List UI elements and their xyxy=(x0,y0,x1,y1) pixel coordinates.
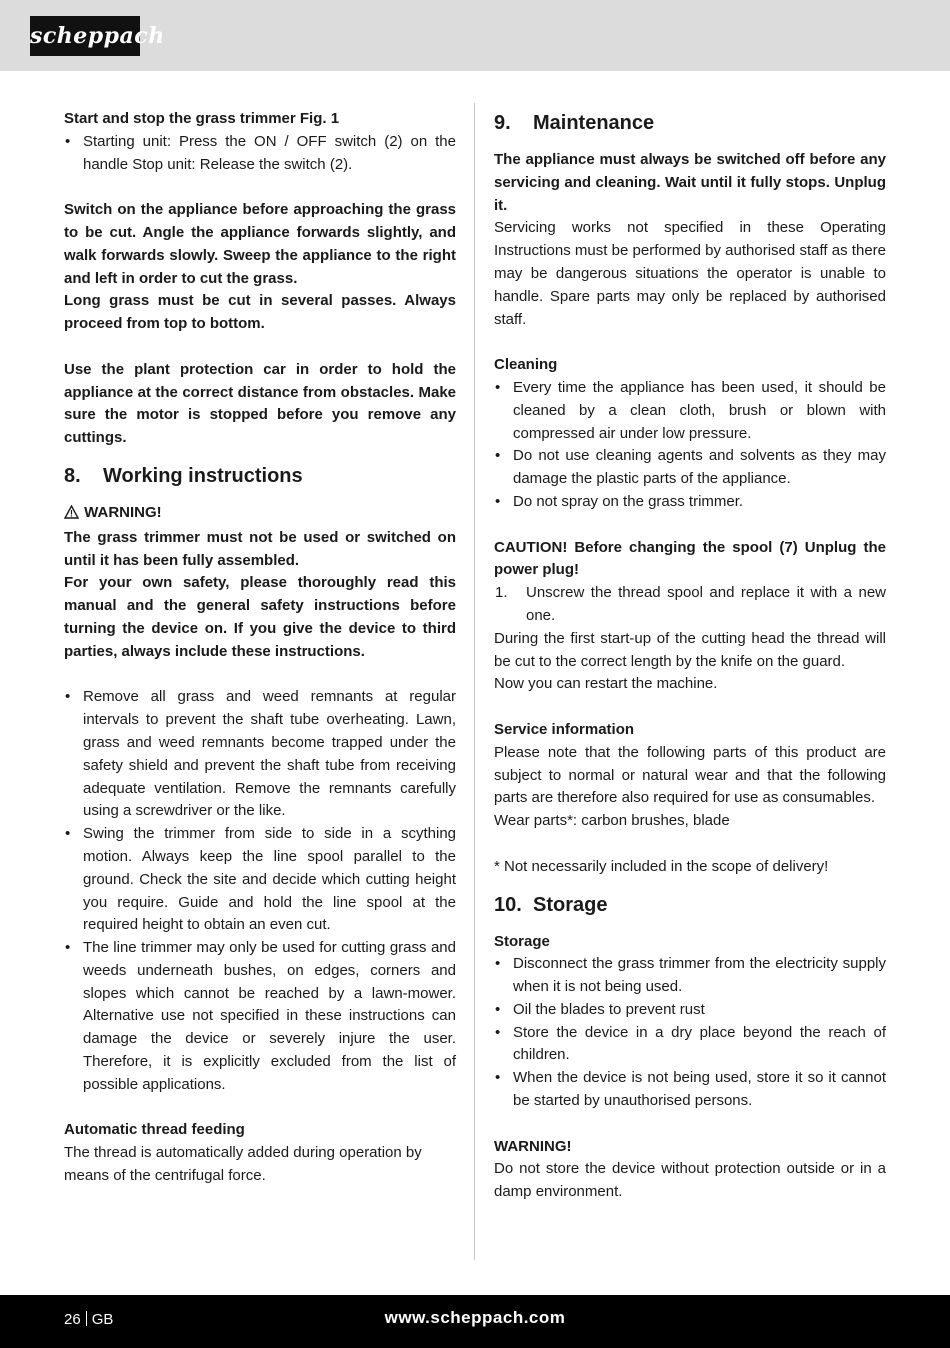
list-item: • Store the device in a dry place beyond the reach of children. xyxy=(494,1022,886,1068)
list-item: • Swing the trimmer from side to side in a scything motion. Always keep the line spool parallel to the ground. Check the site and decide which cutting height you require. Guide and hold the line spool at the required height to obtain an even cut. xyxy=(64,823,456,937)
list-item: • Disconnect the grass trimmer from the electricity supply when it is not being used. xyxy=(494,953,886,999)
section-10-heading xyxy=(494,890,886,920)
list-item: • The line trimmer may only be used for cutting grass and weeds underneath bushes, on edges, corners and slopes which cannot be reached by a lawn-mower. Alternative use not specified in these instructions can damage the device or severely injure the user. Therefore, it is explicitly excluded from the list of possible applications. xyxy=(64,937,456,1097)
maintenance-bold-text: The appliance must always be switched off before any servicing and cleaning. Wait until it fully stops. Unplug it. xyxy=(494,151,886,214)
section-title: Working instructions xyxy=(103,464,303,487)
page-footer xyxy=(0,1295,950,1348)
first-startup-text: During the first start-up of the cutting head the thread will be cut to the correct length by the knife on the guard. xyxy=(494,629,886,670)
column-divider xyxy=(474,103,475,1260)
section-8-heading xyxy=(64,461,456,491)
brand-logo: scheppach xyxy=(30,16,140,56)
footnote-text: * Not necessarily included in the scope of delivery! xyxy=(494,857,829,875)
step-number: 1. xyxy=(495,584,508,602)
wear-parts-text: Wear parts*: carbon brushes, blade xyxy=(494,812,730,830)
service-info-title: Service information xyxy=(494,720,635,738)
maintenance-text: Servicing works not specified in these Operating Instructions must be performed by authorised staff as there may be dangerous situations the operator is unable to handle. Spare parts may only be replaced by authorised staff. xyxy=(494,219,886,328)
auto-feed-title: Automatic thread feeding xyxy=(64,1121,245,1139)
page-header xyxy=(0,0,950,71)
storage-list xyxy=(494,953,886,1113)
list-item xyxy=(494,582,886,628)
list-item: • When the device is not being used, store it so it cannot be started by unauthorised persons. xyxy=(494,1067,886,1113)
work-instructions-list xyxy=(64,686,456,1096)
page-number-value: 26 xyxy=(64,1311,81,1328)
section-number: 8. xyxy=(64,464,81,487)
right-column xyxy=(494,108,886,1204)
section-title: Storage xyxy=(533,893,608,916)
section-title: Maintenance xyxy=(533,112,655,134)
section-9-heading xyxy=(494,108,886,138)
storage-warning-text: Do not store the device without protection outside or in a damp environment. xyxy=(494,1160,886,1201)
restart-text: Now you can restart the machine. xyxy=(494,675,718,693)
warning-heading xyxy=(64,502,456,527)
service-info-text: Please note that the following parts of this product are subject to normal or natural wear and that the following parts are therefore also required for use as consumables. xyxy=(494,743,886,807)
warning-label: WARNING! xyxy=(84,503,162,521)
list-item: • Do not use cleaning agents and solvents as they may damage the plastic parts of the appliance. xyxy=(494,445,886,491)
start-stop-list xyxy=(64,131,456,177)
cleaning-list xyxy=(494,377,886,514)
section-number: 10. xyxy=(494,893,522,916)
warning-text-1: The grass trimmer must not be used or switched on until it has been fully assembled. xyxy=(64,528,456,569)
cleaning-title: Cleaning xyxy=(494,356,558,374)
caution-text: CAUTION! Before changing the spool (7) Unplug the power plug! xyxy=(494,538,886,579)
long-grass-paragraph: Long grass must be cut in several passes. Always proceed from top to bottom. xyxy=(64,292,456,333)
warning-triangle-icon xyxy=(64,504,80,527)
plant-protection-paragraph: Use the plant protection car in order to hold the appliance at the correct distance from obstacles. Make sure the motor is stopped before you remove any cuttings. xyxy=(64,360,456,447)
storage-title: Storage xyxy=(494,932,550,950)
auto-feed-text: The thread is automatically added during operation by means of the centrifugal force. xyxy=(64,1144,422,1185)
left-column xyxy=(64,108,456,1188)
switch-on-paragraph: Switch on the appliance before approaching the grass to be cut. Angle the appliance forwards slightly, and walk forwards slowly. Sweep the appliance to the right and left in order to cut the grass. xyxy=(64,201,456,287)
list-item: • Starting unit: Press the ON / OFF switch (2) on the handle Stop unit: Release the switch (2). xyxy=(64,131,456,177)
website-link[interactable]: www.scheppach.com xyxy=(384,1308,566,1327)
section-number: 9. xyxy=(494,112,511,134)
language-code: GB xyxy=(91,1311,114,1328)
list-item: • Oil the blades to prevent rust xyxy=(494,999,886,1022)
list-item: • Remove all grass and weed remnants at regular intervals to prevent the shaft tube overheating. Lawn, grass and weed remnants become trapped under the safety shield and prevent the shaft tube from receiving adequate ventilation. Remove the remnants carefully using a screwdriver or the like. xyxy=(64,686,456,823)
start-stop-title: Start and stop the grass trimmer Fig. 1 xyxy=(64,110,340,127)
warning-text-2: For your own safety, please thoroughly read this manual and the general safety instructions before turning the device on. If you give the device to third parties, always include these instructions. xyxy=(64,574,456,660)
list-item: • Do not spray on the grass trimmer. xyxy=(494,491,886,514)
storage-warning-label: WARNING! xyxy=(494,1137,572,1155)
list-item: • Every time the appliance has been used, it should be cleaned by a clean cloth, brush or blown with compressed air under low pressure. xyxy=(494,377,886,445)
step-text: Unscrew the thread spool and replace it with a new one. xyxy=(526,584,886,624)
spool-steps-list xyxy=(494,582,886,628)
